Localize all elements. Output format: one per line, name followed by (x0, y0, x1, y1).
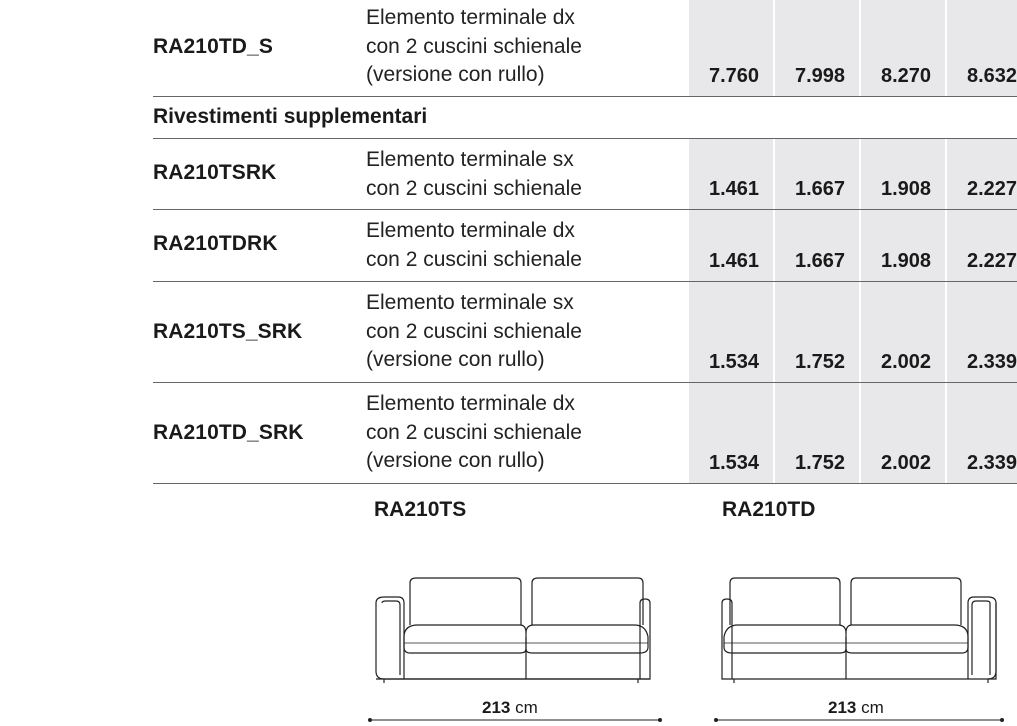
product-code: RA210TS_SRK (153, 320, 303, 343)
product-description (366, 217, 686, 274)
dimension-unit: cm (515, 698, 538, 717)
price-value: 1.908 (881, 178, 932, 200)
price-cell (689, 282, 775, 382)
sofa-left-end-drawing-icon (370, 575, 660, 685)
price-cell (861, 139, 947, 209)
price-value: 1.461 (709, 178, 760, 200)
price-cells (689, 0, 1017, 96)
description-line: con 2 cuscini schienale (366, 34, 582, 58)
price-cell (775, 0, 861, 96)
price-cells (689, 139, 1017, 209)
price-value: 2.339 (967, 351, 1017, 373)
description-line: Elemento terminale sx (366, 291, 574, 314)
price-cell (861, 383, 947, 483)
price-value: 1.534 (709, 452, 760, 474)
product-code: RA210TD_S (153, 35, 273, 58)
dimension-value: 213 (828, 698, 857, 717)
price-value: 1.461 (709, 250, 760, 272)
description-line: Elemento terminale dx (366, 392, 575, 415)
description-line: Elemento terminale dx (366, 6, 575, 29)
price-value: 1.908 (881, 250, 932, 272)
price-cell (947, 210, 1017, 281)
price-value: 7.760 (709, 65, 760, 87)
price-table (153, 0, 1017, 484)
description-line: con 2 cuscini schienale (366, 247, 582, 271)
price-cell (947, 383, 1017, 483)
price-value: 1.667 (795, 178, 846, 200)
description-line: con 2 cuscini schienale (366, 420, 582, 444)
product-description (366, 146, 686, 203)
description-line: con 2 cuscini schienale (366, 319, 582, 343)
description-line: (versione con rullo) (366, 449, 545, 473)
price-cell (775, 210, 861, 281)
price-cell (861, 0, 947, 96)
price-value: 1.667 (795, 250, 846, 272)
table-row (153, 282, 1017, 383)
section-header (153, 97, 1017, 139)
dimension-unit: cm (861, 698, 884, 717)
price-cell (861, 282, 947, 382)
price-cell (947, 0, 1017, 96)
price-value: 2.227 (967, 178, 1017, 200)
price-cell (775, 282, 861, 382)
sofa-right-end-drawing-icon (716, 575, 1006, 685)
product-code: RA210TD_SRK (153, 421, 304, 444)
price-cells (689, 383, 1017, 483)
product-description (366, 289, 686, 375)
price-value: 1.534 (709, 351, 760, 373)
dimension-label-right (828, 698, 884, 718)
price-value: 2.002 (881, 452, 932, 474)
drawing-label-right: RA210TD (722, 498, 816, 521)
description-line: Elemento terminale sx (366, 148, 574, 171)
price-value: 2.002 (881, 351, 932, 373)
drawing-label-left: RA210TS (374, 498, 467, 521)
price-cell (689, 139, 775, 209)
dimension-label-left (482, 698, 538, 718)
description-line: con 2 cuscini schienale (366, 176, 582, 200)
price-value: 2.227 (967, 250, 1017, 272)
price-cell (775, 383, 861, 483)
dimension-value: 213 (482, 698, 511, 717)
price-value: 8.270 (881, 65, 932, 87)
section-title: Rivestimenti supplementari (153, 105, 428, 128)
price-cell (689, 383, 775, 483)
table-row (153, 383, 1017, 484)
price-value: 1.752 (795, 452, 846, 474)
product-code: RA210TSRK (153, 161, 277, 184)
table-row (153, 0, 1017, 97)
price-cell (775, 139, 861, 209)
dimension-arrow-icon (366, 716, 666, 726)
price-value: 8.632 (967, 65, 1017, 87)
dimension-arrow-icon (712, 716, 1012, 726)
description-line: Elemento terminale dx (366, 219, 575, 242)
price-cell (861, 210, 947, 281)
price-cell (947, 139, 1017, 209)
price-cell (947, 282, 1017, 382)
product-description (366, 390, 686, 476)
price-cells (689, 210, 1017, 281)
description-line: (versione con rullo) (366, 63, 545, 87)
table-row (153, 210, 1017, 282)
price-value: 2.339 (967, 452, 1017, 474)
product-code: RA210TDRK (153, 232, 278, 255)
table-row (153, 139, 1017, 210)
price-cell (689, 0, 775, 96)
price-cell (689, 210, 775, 281)
price-value: 7.998 (795, 65, 846, 87)
description-line: (versione con rullo) (366, 348, 545, 372)
product-description (366, 4, 686, 90)
price-value: 1.752 (795, 351, 846, 373)
price-cells (689, 282, 1017, 382)
